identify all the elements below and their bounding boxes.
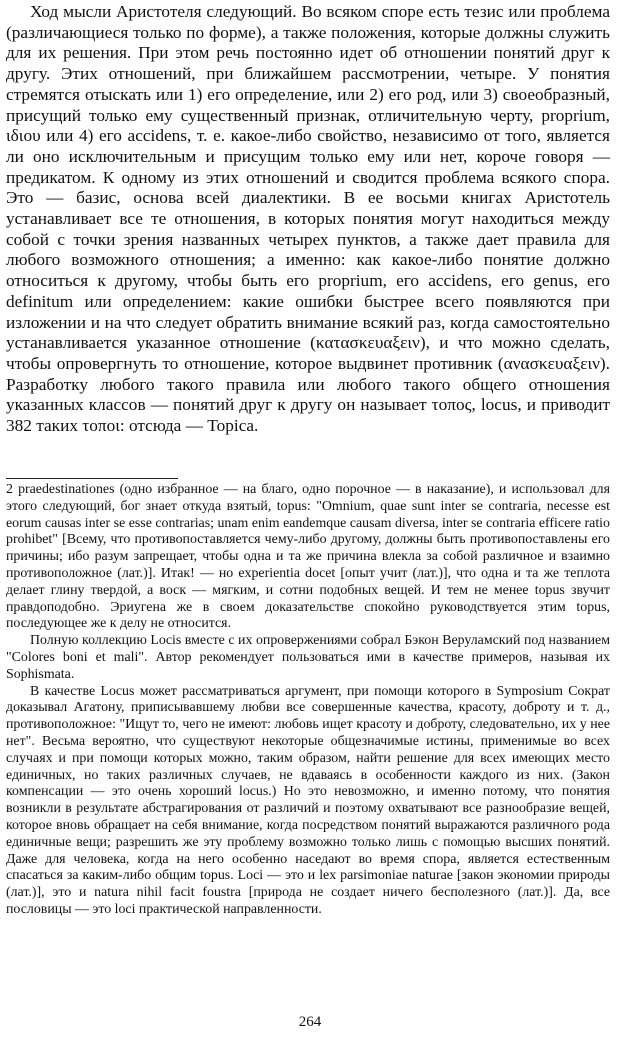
main-paragraph: Ход мысли Аристотеля следующий. Во всяком споре есть тезис или проблема (различающиеся только по форме), а также положения, которые должны служить для их решения. При этом речь постоянно идет об отношении понятий друг к другу. Этих отношений, при ближайшем рассмотрении, четыре. У понятия стремятся отыскать или 1) его определение, или 2) его род, или 3) своеобразный, присущий только ему существенный признак, отличительную черту, proprium, ιδιου или 4) его accidens, т. е. какое-либо свойство, независимо от того, является ли оно исключительным и присущим только ему или нет, короче говоря — предикатом. К одному из этих отношений и сводится проблема всякого спора. Это — базис, основа всей диалектики. В ее восьми книгах Аристотель устанавливает все те отношения, в которых понятия могут находиться между собой с точки зрения названных четырех пунктов, а также дает правила для любого возможного отношения; а именно: как какое-либо понятие должно относиться к другому, чтобы быть его proprium, его accidens, его genus, его definitum или определением: какие ошибки быстрее всего появляются при изложении и на что следует обратить внимание всякий раз, когда самостоятельно устанавливается указанное отношение (κατασκευαξειν), и что можно сделать, чтобы опровергнуть то отношение, которое выдвинет противник (ανασκευαξειν). Разработку любого такого правила или любого такого общего отношения указанных классов — понятий друг к другу он называет τοπος, locus, и приводит 382 таких τοποι: отсюда — Topica.: [6, 2, 610, 436]
footnotes: [6, 482, 610, 919]
footnote-paragraph: Полную коллекцию Locis вместе с их опровержениями собрал Бэкон Веруламский под названием "Colores boni et mali". Автор рекомендует пользоваться ими в качестве примеров, называя их Sophismata.: [6, 633, 610, 682]
footnote-divider: [6, 478, 178, 479]
main-text: [6, 2, 610, 437]
footnote-continuation: 2 praedestinationes (одно избранное — на благо, одно порочное — в наказание), и использовал для этого следующий, бог знает откуда взятый, topus: "Omnium, quae sunt inter se contraria, necesse est eorum causas inter se esse contrarias; unam enim eandemque causam diversa, inter se contraria efficere ratio prohibet" [Всему, что противопоставляется чему-либо другому, должны быть противопоставлены его причины; ибо разум запрещает, чтобы одна и та же причина влекла за собой различное и взаимно противоположное (лат.)]. Итак! — но experientia docet [опыт учит (лат.)], что одна и та же теплота делает глину твердой, а воск — мягким, и сотни подобных вещей. И тем не менее topus звучит правдоподобно. Эриугена же в своем доказательстве спокойно руководствуется этим topus, последующее же к делу не относится.: [6, 482, 610, 632]
page-number: 264: [298, 1014, 322, 1030]
footnote-paragraph: В качестве Locus может рассматриваться аргумент, при помощи которого в Symposium Сократ доказывал Агатону, приписывавшему любви все совершенные качества, красоту, доброту и т. д., противоположное: "Ищут то, чего не имеют: любовь ищет красоту и доброту, следовательно, их у нее нет". Весьма вероятно, что существуют некоторые общезначимые истины, применимые во всех случаях и при помощи которых можно, таким образом, найти решение для всех имеющих место единичных, но таких различных случаев, не вдаваясь в особенности каждого из них. (Закон компенсации — это очень хороший locus.) Но это невозможно, и именно потому, что понятия возникли в результате абстрагирования от различий и поэтому охватывают все разнообразие вещей, которое вновь обращает на себя внимание, когда посредством понятий выражаются различного рода единичные вещи; разрешить же эту проблему возможно только лишь с помощью высших понятий. Даже для человека, когда на него особенно наседают во время спора, является естественным спасаться за каким-либо общим topus. Loci — это и lex parsimoniae naturae [закон экономии природы (лат.)], это и natura nihil facit foustra [природа не создает ничего бесполезного (лат.)]. Да, все пословицы — это loci практической направленности.: [6, 683, 610, 917]
